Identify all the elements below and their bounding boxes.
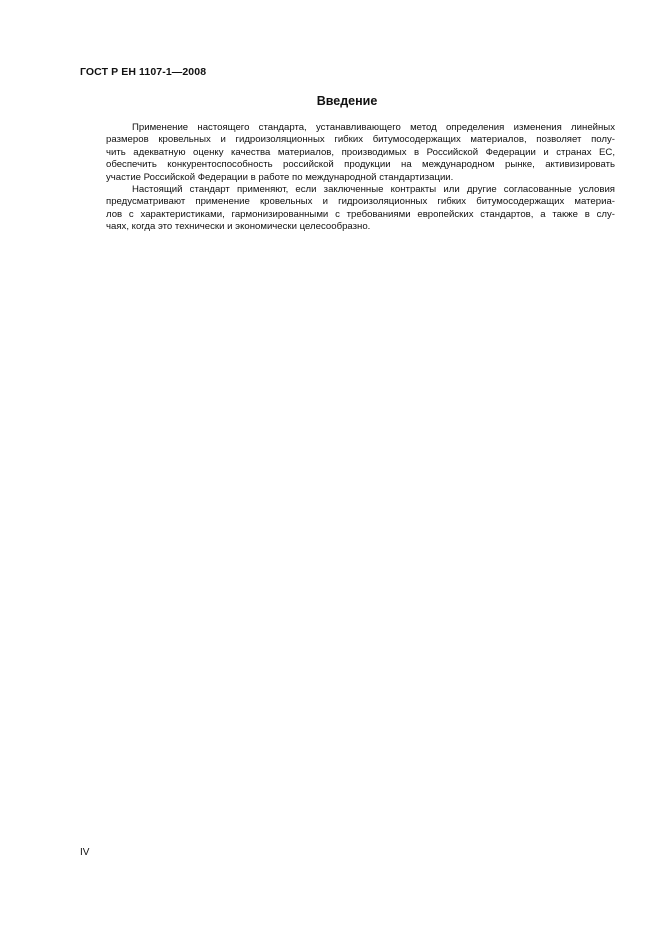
paragraph-line: предусматривают применение кровельных и гидроизоляционных гибких битумосодержащих материа- — [106, 196, 615, 208]
introduction-text — [80, 122, 615, 234]
paragraph-line: Применение настоящего стандарта, устанавливающего метод определения изменения линейных — [132, 122, 615, 133]
paragraph-line: размеров кровельных и гидроизоляционных гибких битумосодержащих материалов, позволяет полу- — [106, 134, 615, 146]
page-number: IV — [80, 847, 90, 858]
paragraph-line: лов с характеристиками, гармонизированными с требованиями европейских стандартов, а также в слу- — [106, 208, 615, 220]
paragraph-line: обеспечить конкурентоспособность российской продукции на международном рынке, активизировать — [106, 159, 615, 171]
paragraph-line: чаях, когда это технически и экономически целесообразно. — [106, 221, 371, 233]
document-designation: ГОСТ Р ЕН 1107-1—2008 — [80, 66, 207, 78]
paragraph-line: чить адекватную оценку качества материалов, производимых в Российской Федерации и странах ЕС, — [106, 146, 615, 158]
paragraph-1 — [80, 122, 615, 184]
paragraph-2 — [80, 184, 615, 234]
paragraph-line: участие Российской Федерации в работе по международной стандартизации. — [106, 171, 454, 183]
paragraph-line: Настоящий стандарт применяют, если заключенные контракты или другие согласованные условия — [132, 184, 615, 196]
section-title: Введение — [316, 94, 378, 108]
